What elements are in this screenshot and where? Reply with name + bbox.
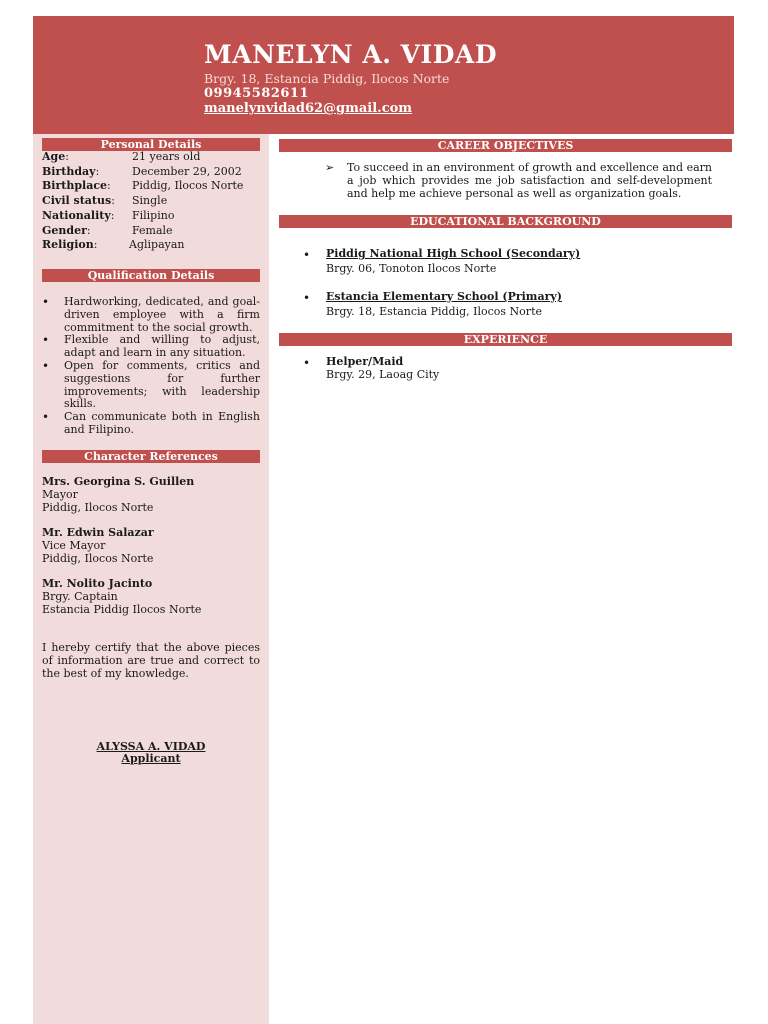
- personal-row-religion: Religion: Aglipayan: [42, 238, 185, 251]
- list-item: • Open for comments, critics and suggestions for further improvements; with leadership skills.: [42, 360, 260, 411]
- job-title: Helper/Maid: [326, 355, 404, 368]
- personal-value: Single: [132, 194, 168, 207]
- resume-header: [33, 16, 734, 134]
- personal-label: Religion: [42, 238, 94, 251]
- personal-label: Gender: [42, 223, 87, 237]
- personal-value: Aglipayan: [129, 238, 185, 251]
- personal-row-gender: Gender: Female: [42, 223, 173, 237]
- school-name: Estancia Elementary School (Primary): [326, 290, 562, 303]
- reference-name: Mr. Edwin Salazar: [42, 526, 154, 539]
- personal-label: Civil status: [42, 194, 112, 207]
- list-item: • Flexible and willing to adjust, adapt and learn in any situation.: [42, 334, 260, 360]
- reference-place: Estancia Piddig Ilocos Norte: [42, 603, 202, 616]
- school-place: Brgy. 06, Tonoton Ilocos Norte: [326, 262, 497, 275]
- personal-row-birthplace: Birthplace: Piddig, Ilocos Norte: [42, 179, 244, 192]
- bullet-icon: •: [303, 291, 311, 305]
- education-heading: EDUCATIONAL BACKGROUND: [279, 215, 732, 228]
- applicant-email-link[interactable]: manelynvidad62@gmail.com: [204, 101, 413, 116]
- job-place: Brgy. 29, Laoag City: [326, 368, 440, 381]
- personal-value: Filipino: [132, 209, 175, 222]
- personal-row-civil-status: Civil status: Single: [42, 194, 168, 207]
- personal-details-heading: Personal Details: [42, 138, 260, 151]
- reference-role: Mayor: [42, 488, 78, 501]
- personal-row-nationality: Nationality: Filipino: [42, 209, 175, 222]
- applicant-name: MANELYN A. VIDAD: [204, 40, 498, 69]
- references-heading: Character References: [42, 450, 260, 463]
- experience-heading: EXPERIENCE: [279, 333, 732, 346]
- personal-value: December 29, 2002: [132, 164, 242, 178]
- career-objectives-heading: CAREER OBJECTIVES: [279, 139, 732, 152]
- personal-value: Female: [132, 223, 173, 237]
- list-item: • Can communicate both in English and Filipino.: [42, 411, 260, 437]
- list-item: • Hardworking, dedicated, and goal-driven employee with a firm commitment to the social growth.: [42, 296, 260, 334]
- bullet-icon: •: [303, 356, 311, 370]
- signature-name: ALYSSA A. VIDAD: [96, 740, 206, 753]
- school-place: Brgy. 18, Estancia Piddig, Ilocos Norte: [326, 305, 542, 318]
- personal-label: Nationality: [42, 209, 111, 222]
- reference-name: Mr. Nolito Jacinto: [42, 577, 153, 590]
- career-objective-text: To succeed in an environment of growth and excellence and earn a job which provides me job satisfaction and self-development and help me achieve personal as well as organization goals.: [347, 161, 712, 200]
- qualification-list: [42, 296, 260, 437]
- school-name: Piddig National High School (Secondary): [326, 247, 581, 260]
- arrow-bullet-icon: ➢: [325, 161, 335, 174]
- reference-role: Vice Mayor: [42, 539, 106, 552]
- personal-label: Birthplace: [42, 179, 108, 192]
- applicant-phone: 09945582611: [204, 86, 309, 101]
- personal-row-age: Age: 21 years old: [42, 150, 201, 163]
- signature-role: Applicant: [121, 752, 181, 765]
- bullet-icon: •: [303, 248, 311, 262]
- personal-value: Piddig, Ilocos Norte: [132, 179, 244, 192]
- certification-statement: I hereby certify that the above pieces of information are true and correct to the best of my knowledge.: [42, 641, 260, 680]
- qualification-heading: Qualification Details: [42, 269, 260, 282]
- applicant-address: Brgy. 18, Estancia Piddig, Ilocos Norte: [204, 71, 450, 86]
- personal-value: 21 years old: [132, 150, 201, 163]
- reference-place: Piddig, Ilocos Norte: [42, 501, 154, 514]
- reference-role: Brgy. Captain: [42, 590, 118, 603]
- reference-name: Mrs. Georgina S. Guillen: [42, 475, 195, 488]
- personal-label: Age: [42, 150, 66, 163]
- reference-place: Piddig, Ilocos Norte: [42, 552, 154, 565]
- personal-row-birthday: Birthday: December 29, 2002: [42, 164, 242, 178]
- personal-label: Birthday: [42, 164, 96, 178]
